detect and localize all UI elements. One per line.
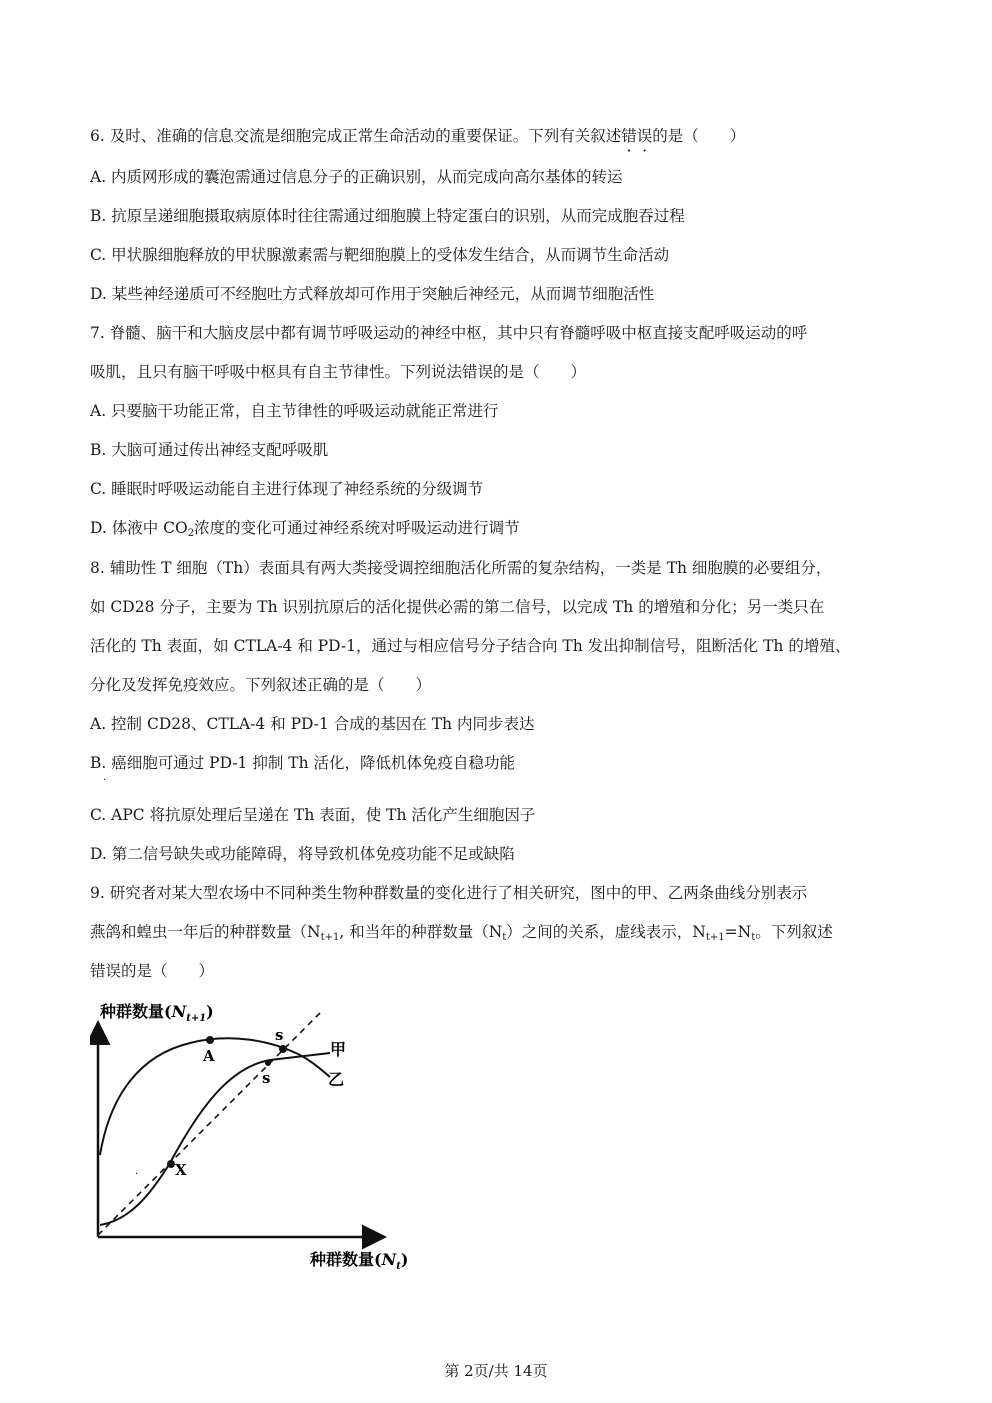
q6-stem-emphasis-2: 误	[636, 127, 653, 145]
q7-stem-line-1: 7. 脊髓、脑干和大脑皮层中都有调节呼吸运动的神经中枢，其中只有脊髓呼吸中枢直接支配呼吸运动的呼	[90, 324, 808, 342]
q6-stem-tail: 的是（ ）	[652, 127, 746, 145]
label-a: A	[203, 1047, 215, 1065]
q7-option-b: B. 大脑可通过传出神经支配呼吸肌	[90, 441, 329, 459]
q7-option-c: C. 睡眠时呼吸运动能自主进行体现了神经系统的分级调节	[90, 480, 484, 498]
population-graph	[90, 995, 440, 1275]
q9-stem-line-3: 错误的是（ ）	[90, 962, 215, 980]
q6-option-a: A. 内质网形成的囊泡需通过信息分子的正确识别，从而完成向高尔基体的转运	[90, 168, 623, 186]
page-footer: 第 2页/共 14页	[444, 1362, 548, 1380]
point-s-upper	[279, 1045, 287, 1053]
x-axis-label: 种群数量$(N_t)$	[310, 1250, 409, 1272]
label-s-upper: s	[275, 1026, 284, 1044]
q9-stem-text-e: 。下列叙述	[755, 923, 833, 941]
q9-stem-line-1: 9. 研究者对某大型农场中不同种类生物种群数量的变化进行了相关研究，图中的甲、乙两条曲线分别表示	[90, 884, 808, 902]
q7-option-d-subscript: 2	[187, 528, 195, 539]
curve-yi	[100, 1038, 330, 1155]
point-s-lower	[265, 1060, 271, 1066]
q8-option-b: B. 癌细胞可通过 PD-1 抑制 Th 活化，降低机体免疫自稳功能	[90, 754, 516, 772]
y-axis-label: 种群数量$(N_{t+1})$	[100, 1002, 214, 1024]
q6-stem-text: 6. 及时、准确的信息交流是细胞完成正常生命活动的重要保证。下列有关叙述	[90, 127, 622, 145]
q6-option-c: C. 甲状腺细胞释放的甲状腺激素需与靶细胞膜上的受体发生结合，从而调节生命活动	[90, 246, 670, 264]
curve-jia	[100, 1053, 330, 1225]
q8-stem-line-4: 分化及发挥免疫效应。下列叙述正确的是（ ）	[90, 676, 432, 694]
q7-stem-line-2: 吸肌，且只有脑干呼吸中枢具有自主节律性。下列说法错误的是（ ）	[90, 363, 587, 381]
q8-option-d: D. 第二信号缺失或功能障碍，将导致机体免疫功能不足或缺陷	[90, 845, 515, 863]
q9-stem-text-a: 燕鸽和蝗虫一年后的种群数量（N	[90, 923, 321, 941]
point-x	[167, 1160, 175, 1168]
q8-stem-line-3: 活化的 Th 表面，如 CTLA-4 和 PD-1，通过与相应信号分子结合向 Th 发出抑制信号，阻断活化 Th 的增殖、	[90, 637, 851, 655]
q9-stem-text-b: , 和当年的种群数量（N	[339, 923, 503, 941]
q8-option-a: A. 控制 CD28、CTLA-4 和 PD-1 合成的基因在 Th 内同步表达	[90, 715, 535, 733]
q9-stem-text-c: ）之间的关系，虚线表示，N	[506, 923, 706, 941]
label-x: X	[175, 1161, 187, 1179]
series-label-jia: 甲	[330, 1040, 347, 1059]
q6-stem	[90, 125, 745, 147]
q6-stem-emphasis-1: 错	[621, 127, 637, 145]
stray-dot: ·	[103, 775, 107, 786]
reference-line	[98, 1011, 322, 1235]
q9-subscript-2: t	[502, 932, 507, 943]
q9-subscript-1: t+1	[320, 932, 340, 943]
label-s-lower: s	[262, 1069, 271, 1087]
q7-option-d-tail: 浓度的变化可通过神经系统对呼吸运动进行调节	[194, 519, 520, 537]
q8-option-c: C. APC 将抗原处理后呈递在 Th 表面，使 Th 活化产生细胞因子	[90, 806, 536, 824]
q7-option-d	[90, 517, 520, 545]
q9-subscript-3: t+1	[705, 932, 725, 943]
q7-option-d-text: D. 体液中 CO	[90, 519, 188, 537]
series-label-yi: 乙	[328, 1070, 345, 1089]
point-a	[206, 1036, 214, 1044]
q6-option-b: B. 抗原呈递细胞摄取病原体时往往需通过细胞膜上特定蛋白的识别，从而完成胞吞过程	[90, 207, 685, 225]
q7-option-a: A. 只要脑干功能正常，自主节律性的呼吸运动就能正常进行	[90, 402, 499, 420]
q9-stem-line-2	[90, 921, 833, 949]
q9-subscript-4: t	[751, 932, 756, 943]
q6-option-d: D. 某些神经递质可不经胞吐方式释放却可作用于突触后神经元，从而调节细胞活性	[90, 285, 655, 303]
stray-mark: ·	[135, 1169, 139, 1180]
q8-stem-line-1: 8. 辅助性 T 细胞（Th）表面具有两大类接受调控细胞活化所需的复杂结构，一类是 Th 细胞膜的必要组分，	[90, 559, 832, 577]
q8-stem-line-2: 如 CD28 分子，主要为 Th 识别抗原后的活化提供必需的第二信号，以完成 Th 的增殖和分化；另一类只在	[90, 598, 825, 616]
q9-stem-text-d: =N	[724, 923, 752, 941]
